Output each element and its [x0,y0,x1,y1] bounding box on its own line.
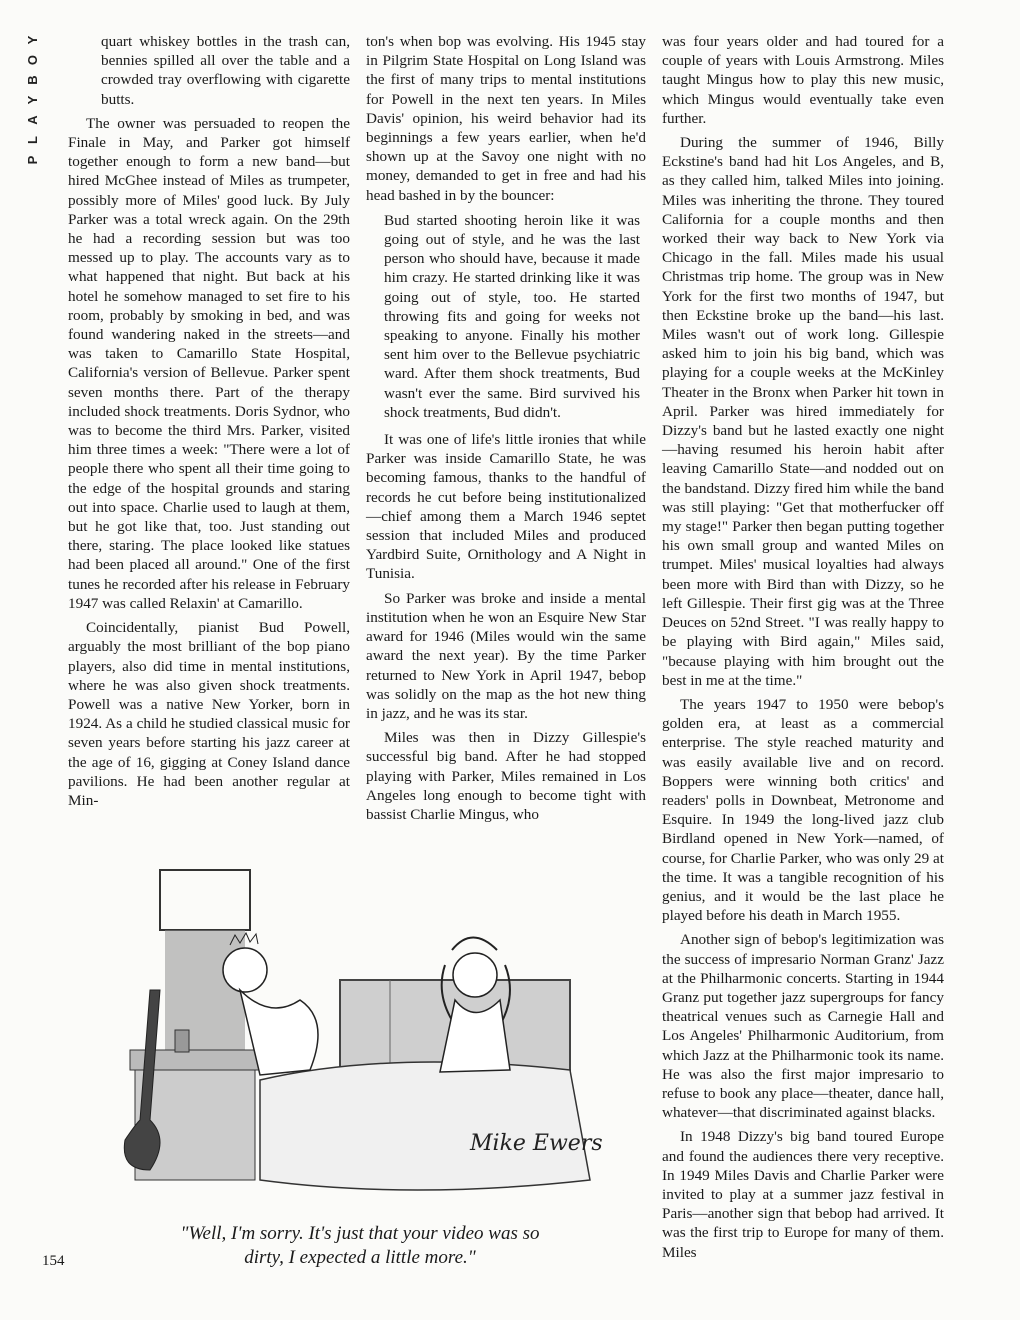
page-number: 154 [42,1253,65,1269]
text-column-1 [68,32,350,815]
paragraph: Another sign of bebop's legitimization was the success of impresario Norman Granz' Jazz at the Philharmonic concerts. Starting in 1944 Granz put together jazz supergroups for fancy theatrical venues such as Carnegie Hall and Los Angeles' Philharmonic Auditorium, from which Jazz at the Philharmonic took its name. He was also the first major impresario to refuse to book any place—theater, dance hall, whatever—that discriminated against blacks. [662,931,944,1122]
sidebar-letter: P [25,155,40,165]
wall-shelf [160,870,250,930]
block-quote: Bud started shooting heroin like it was going out of style, and he was the last person who should have, because it made him crazy. He started drinking like it was going out of style, too. He started throwing fits and going for weeks not speaking to anyone. Finally his mother sent him over to the Bellevue psychiatric ward. After them shock treatments, Bud wasn't ever the same. Bird survived his shock treatments, Bud didn't. [384,211,640,421]
paragraph: Coincidentally, pianist Bud Powell, arguably the most brilliant of the bop piano players, also did time in mental institutions, where he was also given shock treatments. Powell was a native New Yorker, born in 1924. As a child he studied classical music for seven years before starting his jazz career at the age of 16, gigging at Coney Island dance pavilions. He had been another regular at Min- [68,619,350,809]
glass [175,1030,189,1052]
sidebar-letter: A [25,115,40,125]
paragraph: So Parker was broke and inside a mental institution when he won an Esquire New Star award for 1946 (Miles would win the same award the next year). By the time Parker returned to New York in April 1947, bebop was solidly on the map as the hot new thing in jazz, and he was its star. [366,589,646,722]
paragraph: The years 1947 to 1950 were bebop's golden era, at least as a commercial enterprise. The style reached maturity and was easily available live and on record. Boppers were winning both critics' and readers' polls in Downbeat, Metronome and Esquire. In 1949 the long-lived jazz club Birdland opened in New York—named, of course, for Charlie Parker, who was only 29 at the time. It was a tangible recognition of his genius, and it would be the last place he played before his death in March 1955. [662,695,944,925]
magazine-sidebar-label [18,30,48,170]
man-head [223,948,267,992]
sidebar-letter: B [25,75,40,85]
paragraph: Miles was then in Dizzy Gillespie's successful big band. After he had stopped playing with Parker, Miles remained in Los Angeles long enough to become tight with bassist Charlie Mingus, who [366,729,646,823]
paragraph: was four years older and had toured for a couple of years with Louis Armstrong. Miles taught Mingus how to play this new music, which Mingus would eventually take even further. [662,33,944,127]
sidebar-letter: Y [25,35,40,45]
sidebar-letter: O [25,54,40,66]
caption-line: "Well, I'm sorry. It's just that your video was so [180,1223,540,1244]
bed-sheet [260,1062,590,1190]
paragraph: The owner was persuaded to reopen the Finale in May, and Parker got himself together enough to form a new band—but hired McGhee instead of Miles as trumpeter, possibly more of Miles' good luck. By July Parker was a total wreck again. On the 29th he had a recording session but was too messed up to play. The accounts vary as to what happened that night. But back at his hotel he somehow managed to set fire to his room, probably by smoking in bed, and was found wandering naked in the streets—and was taken to Camarillo State Hospital, California's version of Bellevue. Parker spent seven months there. Part of the therapy included shock treatments. Doris Sydnor, who was to become the third Mrs. Parker, visited him three times a week: "There were a lot of people there who spent all their time going to the edge of the hospital grounds and staring out into space. Charlie used to laugh at them, but he got like that, too. Just standing out there, staring. The place looked like statues had been placed all around." One of the first tunes he recorded after his release in February 1947 was called Relaxin' at Camarillo. [68,114,350,612]
caption-line: dirty, I expected a little more." [244,1247,476,1268]
sidebar-letter: Y [25,95,40,105]
cartoon-illustration [90,850,610,1215]
paragraph: It was one of life's little ironies that while Parker was inside Camarillo State, he was becoming famous, thanks to the handful of records he cut before being institutionalized—chief among them a March 1946 septet session that included Miles and produced Yardbird Suite, Ornithology and A Night in Tunisia. [366,431,646,583]
woman-head [453,953,497,997]
paragraph: ton's when bop was evolving. His 1945 stay in Pilgrim State Hospital on Long Island was the first of many trips to mental institutions for Powell in the next ten years. In Miles Davis' opinion, his weird behavior had its beginnings a few years earlier, when he'd shown up at the Savoy one night with no money, demanded to get in free and had his head bashed in by the bouncer: [366,33,646,204]
text-column-3 [662,32,944,1267]
text-column-2 [366,32,646,829]
paragraph: In 1948 Dizzy's big band toured Europe and found the audiences there very receptive. In 1949 Miles Davis and Charlie Parker were invited to play at a summer jazz festival in Paris—another sign that bebop had arrived. It was the first trip to Europe for many of them. Miles [662,1128,944,1261]
sidebar-letter: L [25,136,40,144]
paragraph: During the summer of 1946, Billy Eckstine's band had hit Los Angeles, and B, as they called him, talked Miles into joining. Miles was inheriting the throne. They toured California for a couple months and then worked their way back to New York via Chicago in the fall. Miles made his usual Christmas trip home. The group was in New York for the first two months of 1947, but then Eckstine broke up the band—his last. Miles wasn't out of work long. Gillespie asked him to join his big band, which was playing for a couple weeks at the McKinley Theater in the Bronx when Parker hit town in April. Parker was hired immediately for Dizzy's band but he lasted exactly one night—having resumed his heroin habit after leaving Camarillo State—and nodded out on the bandstand. Dizzy fired him while the band was still playing: "Get that motherfucker off my stage!" Parker then began putting together his own small group and wanted Miles on trumpet. Miles' musical loyalties had always been more with Bird than with Dizzy, so he left Gillespie. Their first gig was at the Three Deuces on 52nd Street. "I was really happy to be playing with Bird again," Miles said, "because playing with him brought out the best in me at the time." [662,134,944,689]
cartoon-signature: Mike Ewers [470,1131,603,1156]
paragraph: quart whiskey bottles in the trash can, bennies spilled all over the table and a crowded tray overflowing with cigarette butts. [101,33,350,108]
cartoon-caption [100,1222,620,1270]
